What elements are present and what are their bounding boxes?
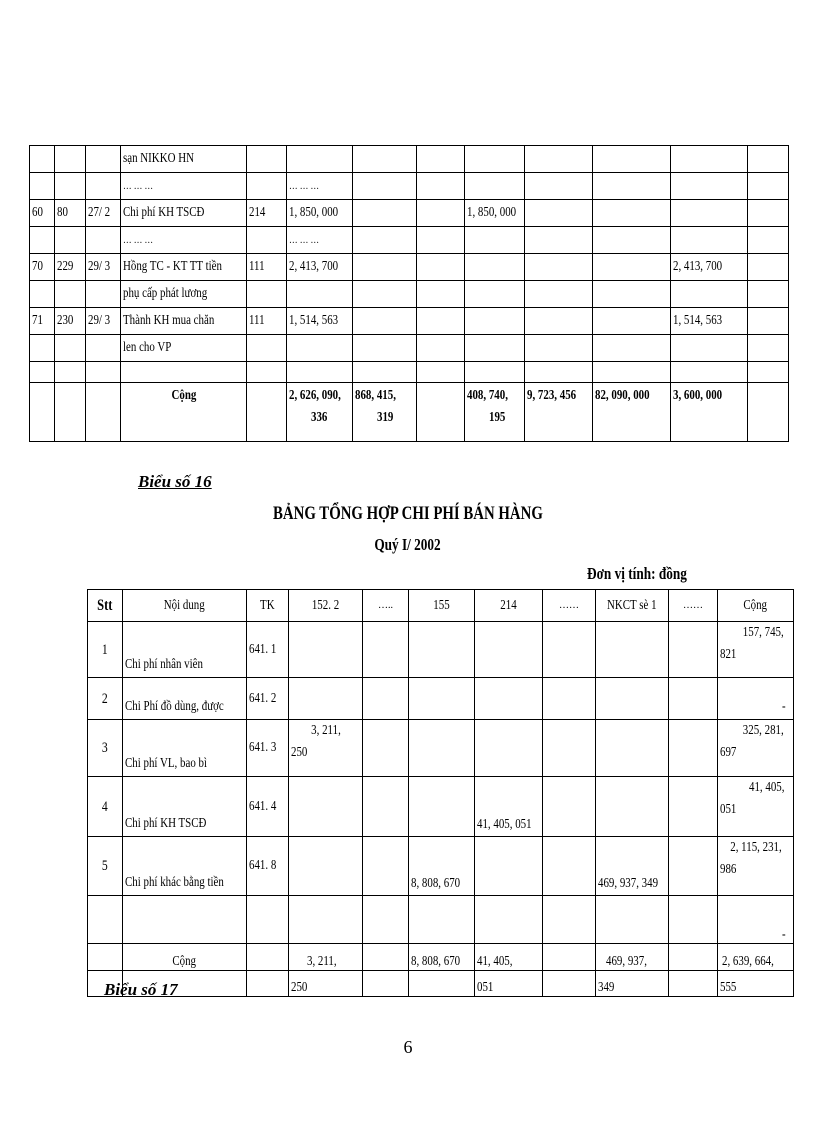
cell-c1: [30, 146, 55, 173]
cell-c2: [55, 227, 86, 254]
cell-nkct: 469, 937, 349: [596, 837, 669, 896]
cell-v3: [465, 146, 525, 173]
cell-152-2: [289, 622, 363, 678]
cell-dots-2: [543, 622, 596, 678]
cell-v2: [417, 335, 465, 362]
cell-noi-dung: Chi Phí đồ dùng, được: [123, 678, 247, 720]
total-cell: 051: [475, 971, 543, 997]
cell-nkct: [596, 622, 669, 678]
header-214: 214: [475, 590, 543, 622]
cell-desc: len cho VP: [121, 335, 247, 362]
cell-tk: [247, 173, 287, 200]
cell-stt: 4: [88, 777, 123, 837]
cell-v6: 1, 514, 563: [671, 308, 748, 335]
cell-c2: [55, 281, 86, 308]
cell-v4: [525, 146, 593, 173]
cell-dots-2: [543, 896, 596, 944]
table-row: [88, 678, 794, 720]
header-dots-1: …..: [363, 590, 409, 622]
cell-dots-1: [363, 837, 409, 896]
cell-empty: [121, 362, 247, 383]
cell-v7: [748, 308, 789, 335]
cell-c1: [30, 335, 55, 362]
cell-c1: [30, 173, 55, 200]
cell-empty: [353, 362, 417, 383]
cell-214: [475, 896, 543, 944]
table-row: [30, 281, 789, 308]
cell-empty: [55, 362, 86, 383]
cell-214: [475, 678, 543, 720]
sales-expense-summary-table: [87, 589, 794, 997]
cell-dots-2: [543, 777, 596, 837]
cell-c3: 29/ 3: [86, 254, 121, 281]
cell-cong: 41, 405, 051: [718, 777, 794, 837]
cell-dots-1: [363, 720, 409, 777]
cell-tk: 641. 1: [247, 622, 289, 678]
cell-v3: [465, 173, 525, 200]
header-152-2: 152. 2: [289, 590, 363, 622]
cell-amount: 2, 413, 700: [287, 254, 353, 281]
cell-v1: [353, 281, 417, 308]
cell-empty: [86, 362, 121, 383]
cell-v3: [465, 335, 525, 362]
cell-c1: 60: [30, 200, 55, 227]
cell-empty: [748, 362, 789, 383]
total-cell: 408, 740, 195: [465, 383, 525, 442]
form-label-17: Biểu số 17: [104, 980, 178, 999]
header-stt: Stt: [88, 590, 123, 622]
form-label-16: Biểu số 16: [138, 472, 212, 491]
table-row: [30, 308, 789, 335]
cell-v6: 2, 413, 700: [671, 254, 748, 281]
total-cell: 8, 808, 670: [409, 944, 475, 971]
cell-v5: [593, 146, 671, 173]
cell-amount: [287, 146, 353, 173]
cell-v7: [748, 200, 789, 227]
cell-c2: [55, 173, 86, 200]
cell-tk: [247, 335, 287, 362]
total-cell: Cộng: [121, 383, 247, 442]
header-cong: Cộng: [718, 590, 794, 622]
cell-v6: [671, 227, 748, 254]
cell-v7: [748, 254, 789, 281]
cell-dots-2: [543, 837, 596, 896]
cell-155: [409, 678, 475, 720]
cell-c2: 80: [55, 200, 86, 227]
cell-dots-2: [543, 720, 596, 777]
total-cell: [543, 971, 596, 997]
total-cell: 2, 639, 664,: [718, 944, 794, 971]
cell-desc: … … …: [121, 227, 247, 254]
cell-v4: [525, 200, 593, 227]
cell-v6: [671, 281, 748, 308]
cell-cong: -: [718, 896, 794, 944]
cell-v3: 1, 850, 000: [465, 200, 525, 227]
cell-v6: [671, 146, 748, 173]
cell-v3: [465, 281, 525, 308]
table-row: [30, 146, 789, 173]
cell-v1: [353, 335, 417, 362]
currency-unit: Đơn vị tính: đồng: [587, 564, 687, 583]
total-cell: [30, 383, 55, 442]
total-cell: 3, 211,: [289, 944, 363, 971]
cell-v4: [525, 308, 593, 335]
total-cell: 868, 415, 319: [353, 383, 417, 442]
cell-tk: [247, 227, 287, 254]
cell-152-2: [289, 837, 363, 896]
total-row-continued: [88, 971, 794, 997]
cell-amount: … … …: [287, 173, 353, 200]
cell-v1: [353, 308, 417, 335]
table-row: [88, 896, 794, 944]
cell-155: [409, 622, 475, 678]
cell-c2: [55, 146, 86, 173]
cell-v6: [671, 173, 748, 200]
cell-v7: [748, 281, 789, 308]
table-row: [88, 837, 794, 896]
cell-empty: [247, 362, 287, 383]
total-cell: 9, 723, 456: [525, 383, 593, 442]
total-cell: [55, 383, 86, 442]
total-cell: 469, 937,: [596, 944, 669, 971]
total-cell: Cộng: [123, 944, 247, 971]
cell-c1: [30, 281, 55, 308]
cell-stt: 1: [88, 622, 123, 678]
cell-amount: [287, 335, 353, 362]
cell-nkct: [596, 896, 669, 944]
cell-tk: 641. 8: [247, 837, 289, 896]
total-cell: [247, 383, 287, 442]
cell-amount: … … …: [287, 227, 353, 254]
cell-stt: [88, 896, 123, 944]
table-row: [30, 362, 789, 383]
cell-cong: -: [718, 678, 794, 720]
cell-tk: 214: [247, 200, 287, 227]
cell-v4: [525, 254, 593, 281]
cell-214: [475, 720, 543, 777]
cell-stt: 3: [88, 720, 123, 777]
cell-v7: [748, 173, 789, 200]
cell-v1: [353, 227, 417, 254]
cell-desc: Hồng TC - KT TT tiền: [121, 254, 247, 281]
total-cell: [86, 383, 121, 442]
cell-tk: 111: [247, 254, 287, 281]
cell-v4: [525, 281, 593, 308]
cell-nkct: [596, 678, 669, 720]
total-cell: 82, 090, 000: [593, 383, 671, 442]
cell-c1: 70: [30, 254, 55, 281]
cell-v5: [593, 254, 671, 281]
cell-desc: sạn NIKKO HN: [121, 146, 247, 173]
cell-214: [475, 837, 543, 896]
cell-152-2: 3, 211, 250: [289, 720, 363, 777]
cell-dots-3: [669, 777, 718, 837]
header-dots-2: ……: [543, 590, 596, 622]
total-cell: [748, 383, 789, 442]
header-155: 155: [409, 590, 475, 622]
cell-desc: Chi phí KH TSCĐ: [121, 200, 247, 227]
cell-v3: [465, 254, 525, 281]
total-cell: [247, 944, 289, 971]
table-row: [30, 335, 789, 362]
cell-v5: [593, 227, 671, 254]
cell-c1: 71: [30, 308, 55, 335]
cell-amount: 1, 514, 563: [287, 308, 353, 335]
cell-155: 8, 808, 670: [409, 837, 475, 896]
cell-tk: [247, 146, 287, 173]
cell-v5: [593, 200, 671, 227]
cell-stt: 2: [88, 678, 123, 720]
total-cell: [247, 971, 289, 997]
total-cell: [543, 944, 596, 971]
cell-noi-dung: Chi phí khác bằng tiền: [123, 837, 247, 896]
header-tk: TK: [247, 590, 289, 622]
cell-dots-1: [363, 622, 409, 678]
cell-noi-dung: [123, 896, 247, 944]
cell-v5: [593, 173, 671, 200]
cell-cong: 2, 115, 231, 986: [718, 837, 794, 896]
table-row: [30, 173, 789, 200]
cell-empty: [417, 362, 465, 383]
cell-v3: [465, 227, 525, 254]
cell-c2: 230: [55, 308, 86, 335]
cell-c3: [86, 173, 121, 200]
cell-tk: 641. 2: [247, 678, 289, 720]
cell-amount: 1, 850, 000: [287, 200, 353, 227]
cell-152-2: [289, 678, 363, 720]
table-row: [30, 200, 789, 227]
cell-dots-1: [363, 777, 409, 837]
cell-v4: [525, 335, 593, 362]
cell-noi-dung: Chi phí KH TSCĐ: [123, 777, 247, 837]
table-row: [88, 777, 794, 837]
header-dots-3: ……: [669, 590, 718, 622]
cell-v1: [353, 146, 417, 173]
cell-155: [409, 777, 475, 837]
cell-v2: [417, 227, 465, 254]
cell-c3: 27/ 2: [86, 200, 121, 227]
cell-noi-dung: Chi phí VL, bao bì: [123, 720, 247, 777]
cell-dots-3: [669, 837, 718, 896]
total-cell: 2, 626, 090, 336: [287, 383, 353, 442]
cell-empty: [593, 362, 671, 383]
total-cell: [363, 971, 409, 997]
cell-empty: [671, 362, 748, 383]
cell-c3: [86, 227, 121, 254]
cell-tk: [247, 896, 289, 944]
cell-tk: [247, 281, 287, 308]
page-number: 6: [403, 1037, 413, 1057]
total-cell: [669, 944, 718, 971]
total-cell: [88, 944, 123, 971]
cell-dots-1: [363, 678, 409, 720]
cell-v3: [465, 308, 525, 335]
cell-c3: [86, 146, 121, 173]
total-cell: 555: [718, 971, 794, 997]
cell-v2: [417, 146, 465, 173]
cell-nkct: [596, 777, 669, 837]
cell-v2: [417, 254, 465, 281]
cell-empty: [287, 362, 353, 383]
cell-dots-3: [669, 622, 718, 678]
expense-detail-table: [29, 145, 789, 442]
cell-v7: [748, 227, 789, 254]
cell-v1: [353, 200, 417, 227]
cell-v1: [353, 173, 417, 200]
cell-dots-3: [669, 678, 718, 720]
cell-c2: [55, 335, 86, 362]
cell-desc: … … …: [121, 173, 247, 200]
cell-empty: [525, 362, 593, 383]
cell-desc: phụ cấp phát lương: [121, 281, 247, 308]
cell-noi-dung: Chi phí nhân viên: [123, 622, 247, 678]
cell-dots-3: [669, 720, 718, 777]
cell-desc: Thành KH mua chăn: [121, 308, 247, 335]
total-cell: [409, 971, 475, 997]
cell-stt: 5: [88, 837, 123, 896]
cell-tk: 641. 3: [247, 720, 289, 777]
cell-empty: [465, 362, 525, 383]
total-cell: 41, 405,: [475, 944, 543, 971]
cell-152-2: [289, 896, 363, 944]
total-row: [30, 383, 789, 442]
cell-amount: [287, 281, 353, 308]
header-nkct: NKCT sè 1: [596, 590, 669, 622]
cell-dots-2: [543, 678, 596, 720]
cell-nkct: [596, 720, 669, 777]
table-header-row: [88, 590, 794, 622]
cell-v5: [593, 308, 671, 335]
cell-v1: [353, 254, 417, 281]
cell-v7: [748, 146, 789, 173]
cell-v4: [525, 173, 593, 200]
total-cell: [669, 971, 718, 997]
cell-dots-1: [363, 896, 409, 944]
cell-cong: 157, 745, 821: [718, 622, 794, 678]
cell-c3: [86, 281, 121, 308]
cell-c3: 29/ 3: [86, 308, 121, 335]
cell-dots-3: [669, 896, 718, 944]
total-cell: 250: [289, 971, 363, 997]
report-period: Quý I/ 2002: [374, 535, 442, 554]
total-cell: [363, 944, 409, 971]
report-title: BẢNG TỔNG HỢP CHI PHÍ BÁN HÀNG: [273, 503, 543, 524]
cell-v7: [748, 335, 789, 362]
table-row: [30, 227, 789, 254]
cell-155: [409, 896, 475, 944]
cell-tk: 641. 4: [247, 777, 289, 837]
cell-v2: [417, 308, 465, 335]
cell-v5: [593, 335, 671, 362]
cell-c1: [30, 227, 55, 254]
table-row: [88, 622, 794, 678]
cell-v2: [417, 200, 465, 227]
cell-155: [409, 720, 475, 777]
cell-v5: [593, 281, 671, 308]
cell-v2: [417, 173, 465, 200]
total-cell: 349: [596, 971, 669, 997]
table-row: [30, 254, 789, 281]
header-noi-dung: Nội dung: [123, 590, 247, 622]
cell-152-2: [289, 777, 363, 837]
cell-empty: [30, 362, 55, 383]
total-cell: 3, 600, 000: [671, 383, 748, 442]
cell-cong: 325, 281, 697: [718, 720, 794, 777]
cell-c3: [86, 335, 121, 362]
cell-214: 41, 405, 051: [475, 777, 543, 837]
cell-v6: [671, 335, 748, 362]
total-cell: [417, 383, 465, 442]
cell-v2: [417, 281, 465, 308]
cell-214: [475, 622, 543, 678]
cell-v6: [671, 200, 748, 227]
cell-tk: 111: [247, 308, 287, 335]
table-row: [88, 720, 794, 777]
cell-v4: [525, 227, 593, 254]
total-row: [88, 944, 794, 971]
cell-c2: 229: [55, 254, 86, 281]
